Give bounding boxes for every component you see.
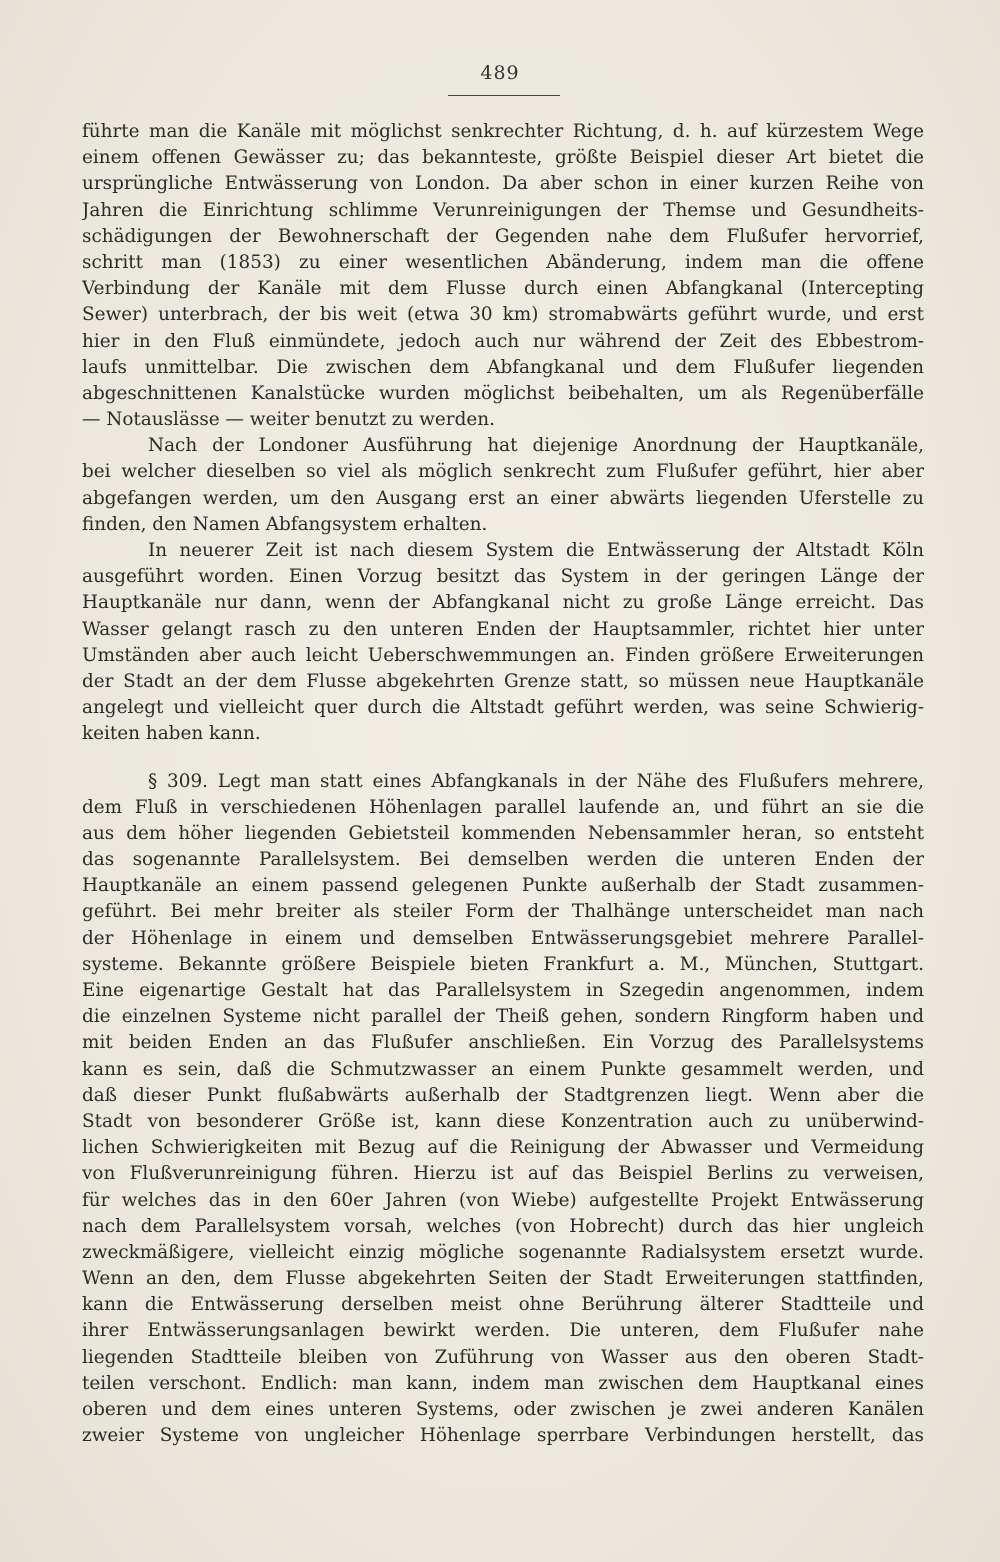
text-line: mit beiden Enden an das Flußufer anschließen. Ein Vorzug des Parallelsystems: [82, 1032, 924, 1054]
text-line: von Flußverunreinigung führen. Hierzu ist auf das Beispiel Berlins zu verweisen,: [82, 1163, 924, 1185]
page-number-rule: [448, 95, 560, 96]
text-line: der Höhenlage in einem und demselben Entwässerungsgebiet mehrere Parallel-: [82, 927, 924, 949]
text-line: Verbindung der Kanäle mit dem Flusse durch einen Abfangkanal (Intercepting: [82, 278, 924, 300]
text-line: kann es sein, daß die Schmutzwasser an einem Punkte gesammelt werden, und: [82, 1058, 924, 1080]
text-line: systeme. Bekannte größere Beispiele bieten Frankfurt a. M., München, Stuttgart.: [82, 953, 924, 975]
text-line: schädigungen der Bewohnerschaft der Gegenden nahe dem Flußufer hervorrief,: [82, 225, 924, 247]
paragraph-2: [82, 433, 924, 538]
text-line: Hauptkanäle an einem passend gelegenen Punkte außerhalb der Stadt zusammen-: [82, 875, 924, 897]
text-line: führte man die Kanäle mit möglichst senkrechter Richtung, d. h. auf kürzestem Wege: [82, 121, 924, 142]
text-line: zweier Systeme von ungleicher Höhenlage sperrbare Verbindungen herstellt, das: [82, 1425, 924, 1447]
section-gap: [82, 748, 924, 769]
text-line: nach dem Parallelsystem vorsah, welches (von Hobrecht) durch das hier ungleich: [82, 1215, 924, 1237]
text-line: Stadt von besonderer Größe ist, kann diese Konzentration auch zu unüberwind-: [82, 1110, 924, 1132]
text-line: angelegt und vielleicht quer durch die Altstadt geführt werden, was seine Schwierig-: [82, 697, 924, 719]
text-line: In neuerer Zeit ist nach diesem System die Entwässerung der Altstadt Köln: [148, 540, 924, 561]
text-line: laufs unmittelbar. Die zwischen dem Abfangkanal und dem Flußufer liegenden: [82, 356, 924, 378]
text-line: kann die Entwässerung derselben meist ohne Berührung älterer Stadtteile und: [82, 1294, 924, 1316]
text-line: dem Fluß in verschiedenen Höhenlagen parallel laufende an, und führt an sie die: [82, 796, 924, 818]
text-line: Wasser gelangt rasch zu den unteren Enden der Hauptsammler, richtet hier unter: [82, 618, 924, 640]
paragraph-4: [82, 769, 924, 1450]
text-line: Jahren die Einrichtung schlimme Verunreinigungen der Themse und Gesundheits-: [82, 199, 924, 221]
text-line: — Notauslässe — weiter benutzt zu werden.: [82, 409, 495, 431]
text-line: ausgeführt worden. Einen Vorzug besitzt das System in der geringen Länge der: [82, 566, 924, 588]
text-line: finden, den Namen Abfangsystem erhalten.: [82, 513, 488, 535]
text-line: Umständen aber auch leicht Ueberschwemmungen an. Finden größere Erweiterungen: [82, 644, 924, 666]
text-line: Eine eigenartige Gestalt hat das Parallelsystem in Szegedin angenommen, indem: [82, 980, 924, 1001]
text-line: Hauptkanäle nur dann, wenn der Abfangkanal nicht zu große Länge erreicht. Das: [82, 592, 924, 614]
text-line: abgefangen werden, um den Ausgang erst an einer abwärts liegenden Uferstelle zu: [82, 487, 924, 509]
text-line: schritt man (1853) zu einer wesentlichen Abänderung, indem man die offene: [82, 251, 924, 273]
text-line: § 309. Legt man statt eines Abfangkanals in der Nähe des Flußufers mehrere,: [148, 770, 924, 792]
text-line: Wenn an den, dem Flusse abgekehrten Seiten der Stadt Erweiterungen stattfinden,: [82, 1268, 924, 1290]
text-line: aus dem höher liegenden Gebietsteil kommenden Nebensammler heran, so entsteht: [82, 822, 924, 844]
paragraph-1: [82, 119, 924, 433]
text-line: hier in den Fluß einmündete, jedoch auch nur während der Zeit des Ebbestrom-: [82, 330, 924, 352]
text-line: ursprüngliche Entwässerung von London. Da aber schon in einer kurzen Reihe von: [82, 173, 924, 195]
body-text: [82, 119, 924, 1449]
text-line: Nach der Londoner Ausführung hat diejenige Anordnung der Hauptkanäle,: [148, 435, 924, 457]
text-line: Sewer) unterbrach, der bis weit (etwa 30 km) stromabwärts geführt wurde, und erst: [82, 304, 924, 326]
text-line: bei welcher dieselben so viel als möglich senkrecht zum Flußufer geführt, hier aber: [82, 461, 924, 483]
text-line: abgeschnittenen Kanalstücke wurden möglichst beibehalten, um als Regenüberfälle: [82, 382, 924, 404]
text-line: liegenden Stadtteile bleiben von Zuführung von Wasser aus den oberen Stadt-: [82, 1346, 924, 1368]
text-line: zweckmäßigere, vielleicht einzig mögliche sogenannte Radialsystem ersetzt wurde.: [82, 1241, 924, 1263]
text-line: teilen verschont. Endlich: man kann, indem man zwischen dem Hauptkanal eines: [82, 1372, 924, 1394]
text-line: daß dieser Punkt flußabwärts außerhalb der Stadtgrenzen liegt. Wenn aber die: [82, 1084, 924, 1106]
page-number: 489: [480, 62, 520, 84]
text-line: die einzelnen Systeme nicht parallel der Theiß gehen, sondern Ringform haben und: [82, 1006, 924, 1028]
text-line: der Stadt an der dem Flusse abgekehrten Grenze statt, so müssen neue Hauptkanäle: [82, 670, 924, 692]
text-line: das sogenannte Parallelsystem. Bei demselben werden die unteren Enden der: [82, 849, 924, 871]
paragraph-3: [82, 538, 924, 748]
text-line: ihrer Entwässerungsanlagen bewirkt werden. Die unteren, dem Flußufer nahe: [82, 1320, 924, 1342]
text-line: lichen Schwierigkeiten mit Bezug auf die Reinigung der Abwasser und Vermeidung: [82, 1137, 924, 1159]
text-line: einem offenen Gewässer zu; das bekannteste, größte Beispiel dieser Art bietet die: [82, 147, 924, 169]
text-line: geführt. Bei mehr breiter als steiler Form der Thalhänge unterscheidet man nach: [82, 901, 924, 923]
text-line: oberen und dem eines unteren Systems, oder zwischen je zwei anderen Kanälen: [82, 1399, 924, 1420]
text-line: für welches das in den 60er Jahren (von Wiebe) aufgestellte Projekt Entwässerung: [82, 1189, 924, 1211]
text-line: keiten haben kann.: [82, 723, 261, 745]
